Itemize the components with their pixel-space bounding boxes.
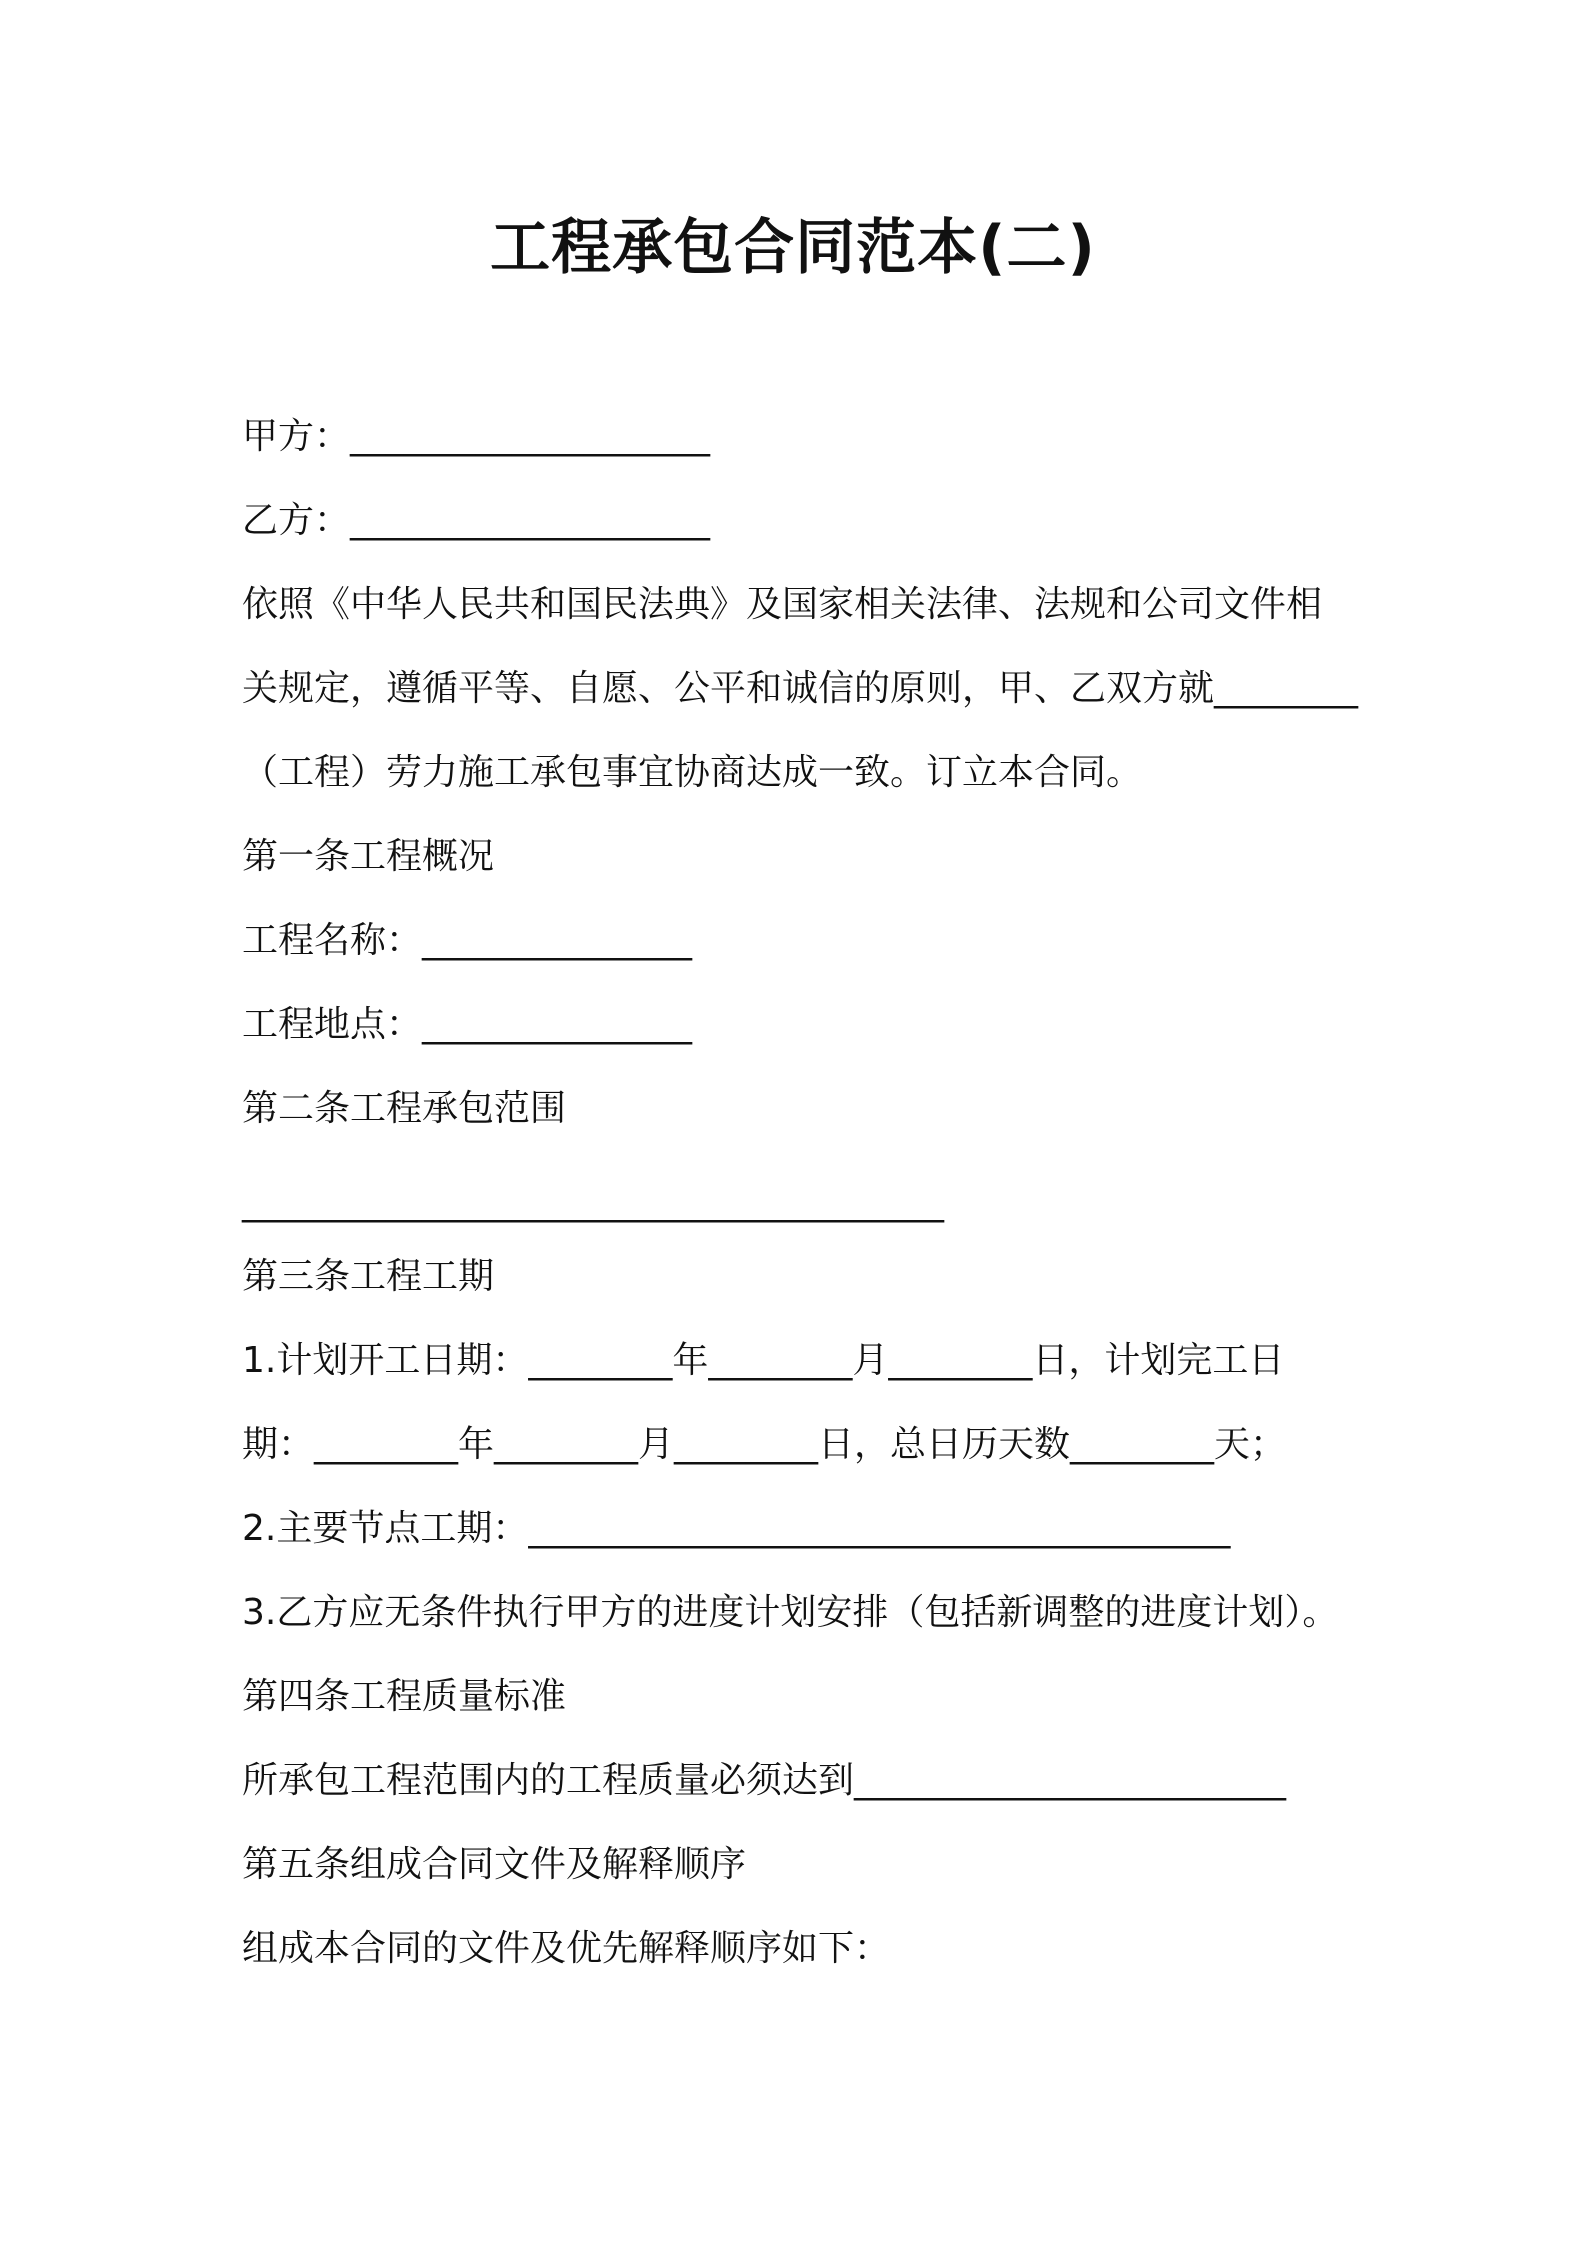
paragraph-line: 组成本合同的文件及优先解释顺序如下： (242, 1928, 891, 1969)
project-name-line: 工程名称：_______________ (242, 920, 693, 961)
paragraph-line: （工程）劳力施工承包事宜协商达成一致。订立本合同。 (242, 752, 1143, 793)
section-heading: 第一条工程概况 (242, 836, 495, 877)
paragraph-line: 1.计划开工日期：________年________月________日，计划完工日 (242, 1340, 1285, 1381)
paragraph-line: 依照《中华人民共和国民法典》及国家相关法律、法规和公司文件相 (242, 584, 1323, 625)
document-title: 工程承包合同范本(二) (490, 213, 1096, 283)
section-heading: 第五条组成合同文件及解释顺序 (242, 1844, 747, 1885)
party-a-line: 甲方：____________________ (242, 416, 711, 457)
paragraph-line: 关规定，遵循平等、自愿、公平和诚信的原则，甲、乙双方就________ (242, 668, 1359, 709)
section-heading: 第四条工程质量标准 (242, 1676, 567, 1717)
blank-fill-line: _______________________________________ (242, 1182, 944, 1223)
party-b-line: 乙方：____________________ (242, 500, 711, 541)
paragraph-line: 所承包工程范围内的工程质量必须达到________________________ (242, 1760, 1287, 1801)
paragraph-line: 期：________年________月________日，总日历天数________天； (242, 1424, 1287, 1465)
section-heading: 第二条工程承包范围 (242, 1088, 567, 1129)
paragraph-line: 2.主要节点工期：_______________________________________ (242, 1508, 1231, 1549)
paragraph-line: 3.乙方应无条件执行甲方的进度计划安排（包括新调整的进度计划）。 (242, 1592, 1339, 1633)
section-heading: 第三条工程工期 (242, 1256, 495, 1297)
project-location-line: 工程地点：_______________ (242, 1004, 693, 1045)
